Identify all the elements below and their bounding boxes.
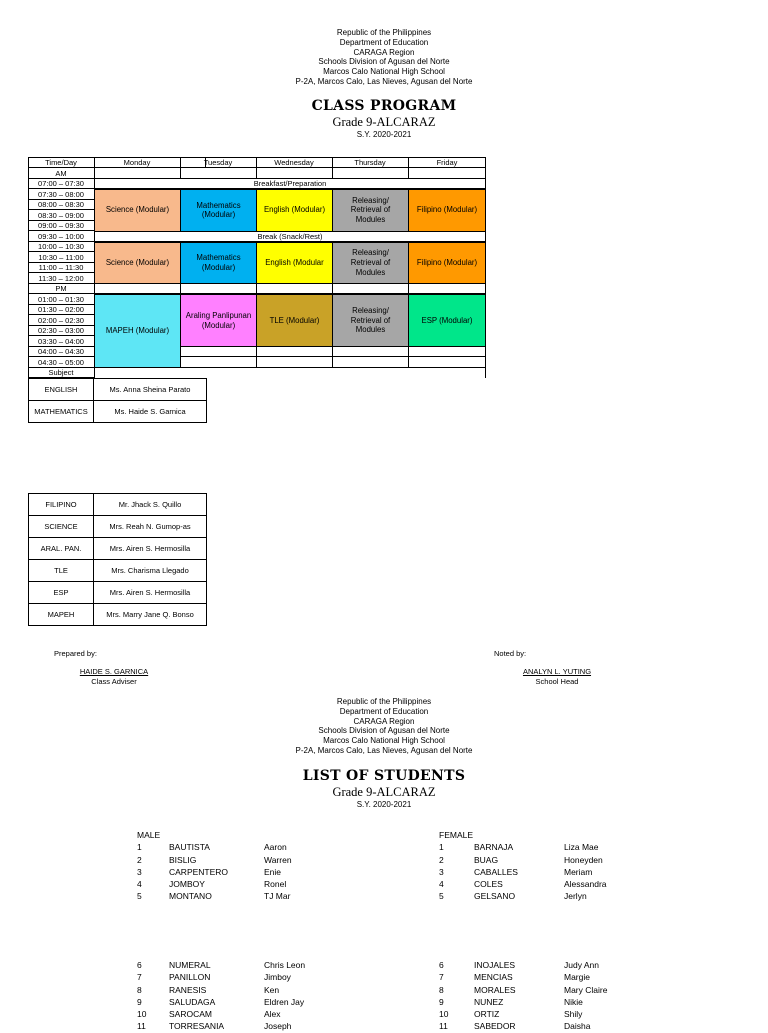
student-surname: SAROCAM: [169, 1009, 212, 1020]
time-label: 07:30 – 08:00: [38, 189, 84, 199]
noted-by-block: [505, 667, 609, 687]
list-item: [439, 854, 689, 866]
time-label: 01:00 – 01:30: [38, 294, 84, 304]
school-header: [0, 697, 768, 756]
table-row: [29, 401, 207, 423]
science-block: Science (Modular): [94, 189, 181, 232]
student-surname: RANESIS: [169, 984, 207, 995]
student-surname: BUAG: [474, 854, 499, 865]
time-label: PM: [55, 284, 67, 293]
english-block: English (Modular: [256, 242, 333, 285]
student-surname: SABEDOR: [474, 1021, 516, 1032]
teacher-cell: Mrs. Charisma Llegado: [94, 560, 207, 582]
time-label: 10:30 – 11:00: [38, 252, 84, 262]
list-item: [439, 866, 689, 878]
female-list: [439, 959, 689, 1033]
time-label: 08:00 – 08:30: [38, 200, 84, 209]
breakfast-band: Breakfast/Preparation: [253, 179, 327, 188]
student-firstname: Alessandra: [564, 879, 607, 890]
student-surname: MENCIAS: [474, 972, 513, 983]
subject-cell: FILIPINO: [29, 494, 94, 516]
filipino-block: Filipino (Modular): [408, 242, 486, 285]
student-firstname: Ronel: [264, 879, 287, 890]
col-header: Wednesday: [274, 158, 314, 167]
subject-cell: MATHEMATICS: [29, 401, 94, 423]
student-number: 2: [439, 854, 444, 865]
student-firstname: Honeyden: [564, 854, 603, 865]
program-title: CLASS PROGRAM: [311, 98, 457, 114]
student-surname: MORALES: [474, 984, 516, 995]
science-block: Science (Modular): [94, 242, 181, 285]
list-item: [137, 866, 397, 878]
student-firstname: Mary Claire: [564, 984, 608, 995]
prepared-by-block: [64, 667, 164, 687]
student-number: 7: [439, 972, 444, 983]
list-item: [137, 971, 397, 983]
list-item: [439, 959, 689, 971]
noted-name: ANALYN L. YUTING: [522, 667, 592, 676]
student-number: 9: [137, 996, 142, 1007]
school-header: [0, 28, 768, 87]
student-surname: CARPENTERO: [169, 866, 229, 877]
time-label: 04:00 – 04:30: [38, 347, 84, 356]
time-label: 09:30 – 10:00: [38, 231, 84, 241]
subject-cell: ARAL. PAN.: [29, 538, 94, 560]
list-item: [137, 984, 397, 996]
list-item: [439, 841, 689, 853]
student-number: 1: [439, 842, 444, 853]
header-line: P-2A, Marcos Calo, Las Nieves, Agusan del Norte: [295, 76, 473, 86]
student-number: 4: [137, 879, 142, 890]
student-firstname: Joseph: [264, 1021, 292, 1032]
student-firstname: Ken: [264, 984, 280, 995]
list-item: [439, 890, 689, 902]
program-grade: Grade 9-ALCARAZ: [332, 115, 436, 129]
subject-cell: ENGLISH: [29, 379, 94, 401]
student-number: 1: [137, 842, 142, 853]
subject-cell: ESP: [29, 582, 94, 604]
list-item: [137, 1008, 397, 1020]
list-item: [137, 959, 397, 971]
releasing-block: Releasing/ Retrieval of Modules: [332, 294, 409, 347]
col-header: Friday: [436, 158, 458, 167]
teacher-cell: Ms. Haide S. Garnica: [94, 401, 207, 423]
time-label: 11:00 – 11:30: [38, 263, 84, 272]
student-surname: BARNAJA: [474, 842, 514, 853]
students-title: LIST OF STUDENTS: [302, 768, 466, 784]
esp-block: ESP (Modular): [408, 294, 486, 347]
list-item: [137, 1020, 397, 1032]
tle-block: TLE (Modular): [256, 294, 333, 347]
student-firstname: Jimboy: [264, 972, 291, 983]
student-number: 3: [137, 866, 142, 877]
table-row: [29, 538, 207, 560]
mapeh-block: MAPEH (Modular): [94, 294, 181, 368]
time-label: AM: [55, 168, 67, 178]
col-header: Thursday: [354, 158, 386, 167]
student-number: 8: [439, 984, 444, 995]
list-item: [137, 996, 397, 1008]
list-item: [137, 878, 397, 890]
student-number: 4: [439, 879, 444, 890]
student-surname: INOJALES: [474, 960, 516, 970]
student-number: 10: [137, 1009, 147, 1020]
students-sy: S.Y. 2020-2021: [356, 800, 412, 809]
table-row: [29, 604, 207, 626]
header-line: Schools Division of Agusan del Norte: [318, 57, 450, 67]
table-row: [29, 560, 207, 582]
ap-block: Araling Panlipunan (Modular): [180, 294, 257, 347]
teacher-cell: Mrs. Airen S. Hermosilla: [94, 538, 207, 560]
header-line: Republic of the Philippines: [336, 697, 432, 706]
header-line: P-2A, Marcos Calo, Las Nieves, Agusan del Norte: [295, 745, 473, 755]
female-list: [439, 829, 689, 903]
student-number: 11: [439, 1021, 448, 1032]
student-firstname: Enie: [264, 866, 282, 877]
student-firstname: Liza Mae: [564, 842, 599, 853]
student-number: 9: [439, 996, 444, 1007]
student-firstname: Judy Ann: [564, 960, 599, 970]
student-firstname: Margie: [564, 972, 590, 983]
student-number: 10: [439, 1009, 449, 1020]
subject-cell: TLE: [29, 560, 94, 582]
col-header: Time/Day: [45, 158, 77, 167]
table-row: [29, 379, 207, 401]
col-header: Tuesday: [203, 158, 233, 167]
student-firstname: Aaron: [264, 842, 287, 853]
header-line: Department of Education: [339, 706, 429, 716]
filipino-block: Filipino (Modular): [408, 189, 486, 232]
student-firstname: TJ Mar: [264, 891, 291, 902]
releasing-block: Releasing/ Retrieval of Modules: [332, 189, 409, 232]
male-header: [137, 829, 397, 841]
time-label: 02:00 – 02:30: [38, 315, 84, 325]
student-surname: CABALLES: [474, 866, 518, 877]
male-label: MALE: [137, 830, 161, 840]
time-label: 01:30 – 02:00: [38, 305, 84, 314]
table-row: [29, 516, 207, 538]
list-item: [439, 1020, 689, 1032]
program-sy: S.Y. 2020-2021: [356, 130, 412, 139]
student-number: 11: [137, 1021, 146, 1032]
student-firstname: Nikie: [564, 996, 583, 1007]
male-list: [137, 959, 397, 1033]
student-number: 8: [137, 984, 142, 995]
list-item: [137, 841, 397, 853]
student-surname: MONTANO: [169, 891, 212, 902]
student-number: 5: [137, 891, 142, 902]
student-surname: JOMBOY: [169, 879, 205, 890]
header-line: CARAGA Region: [353, 716, 415, 726]
math-block: Mathematics (Modular): [180, 242, 257, 285]
noted-role: School Head: [535, 677, 579, 686]
list-item: [439, 984, 689, 996]
female-header: [439, 829, 689, 841]
list-item: [439, 878, 689, 890]
student-number: 6: [137, 960, 142, 970]
releasing-block: Releasing/ Retrieval of Modules: [332, 242, 409, 285]
female-label: FEMALE: [439, 830, 474, 840]
subject-cell: SCIENCE: [29, 516, 94, 538]
time-label: 08:30 – 09:00: [38, 210, 84, 220]
student-surname: COLES: [474, 879, 503, 890]
time-label: 09:00 – 09:30: [38, 221, 84, 230]
student-firstname: Warren: [264, 854, 292, 865]
header-line: Marcos Calo National High School: [323, 67, 445, 77]
student-firstname: Meriam: [564, 866, 593, 877]
student-number: 7: [137, 972, 142, 983]
prepared-name: HAIDE S. GARNICA: [79, 667, 149, 676]
break-band: Break (Snack/Rest): [257, 231, 323, 241]
student-surname: BAUTISTA: [169, 842, 210, 853]
header-line: CARAGA Region: [353, 47, 415, 57]
list-item: [439, 1008, 689, 1020]
col-header: Monday: [123, 158, 151, 167]
student-surname: BISLIG: [169, 854, 197, 865]
list-item: [137, 854, 397, 866]
teacher-table: [28, 378, 207, 423]
student-number: 6: [439, 960, 444, 970]
student-surname: NUMERAL: [169, 960, 211, 970]
student-surname: GELSANO: [474, 891, 516, 902]
student-firstname: Daisha: [564, 1021, 591, 1032]
student-number: 2: [137, 854, 142, 865]
student-number: 3: [439, 866, 444, 877]
header-line: Republic of the Philippines: [336, 28, 432, 37]
time-label: 07:00 – 07:30: [38, 179, 84, 188]
time-label: 04:30 – 05:00: [38, 357, 84, 367]
student-firstname: Jerlyn: [564, 891, 587, 902]
student-firstname: Chris Leon: [264, 960, 306, 970]
student-surname: PANILLON: [169, 972, 211, 983]
subject-cell: MAPEH: [29, 604, 94, 626]
list-item: [137, 890, 397, 902]
english-block: English (Modular): [256, 189, 333, 232]
math-block: Mathematics (Modular): [180, 189, 257, 232]
class-program-grid: [28, 157, 486, 378]
header-line: Department of Education: [339, 37, 429, 47]
prepared-by-label: Prepared by:: [54, 649, 97, 658]
student-firstname: Alex: [264, 1009, 281, 1020]
students-grade: Grade 9-ALCARAZ: [332, 785, 436, 799]
teacher-table: [28, 493, 207, 626]
table-row: [29, 494, 207, 516]
time-label: 11:30 – 12:00: [38, 273, 84, 283]
student-surname: ORTIZ: [474, 1009, 500, 1020]
noted-by-label: Noted by:: [494, 649, 527, 658]
male-list: [137, 829, 397, 903]
time-label: 10:00 – 10:30: [38, 242, 84, 251]
teacher-cell: Mrs. Airen S. Hermosilla: [94, 582, 207, 604]
student-number: 5: [439, 891, 444, 902]
student-surname: NUNEZ: [474, 996, 504, 1007]
table-row: [29, 582, 207, 604]
time-label: 03:30 – 04:00: [38, 336, 84, 346]
header-line: Schools Division of Agusan del Norte: [318, 726, 450, 736]
student-surname: TORRESANIA: [169, 1021, 225, 1032]
teacher-cell: Mrs. Marry Jane Q. Bonso: [94, 604, 207, 626]
prepared-role: Class Adviser: [91, 677, 137, 686]
list-item: [439, 996, 689, 1008]
teacher-cell: Mrs. Reah N. Gumop-as: [94, 516, 207, 538]
time-label: Subject: [48, 368, 74, 377]
time-label: 02:30 – 03:00: [38, 326, 84, 335]
list-item: [439, 971, 689, 983]
header-line: Marcos Calo National High School: [323, 736, 445, 746]
teacher-cell: Mr. Jhack S. Quillo: [94, 494, 207, 516]
student-firstname: Eldren Jay: [264, 996, 305, 1007]
student-firstname: Shily: [564, 1009, 583, 1020]
teacher-cell: Ms. Anna Sheina Parato: [94, 379, 207, 401]
student-surname: SALUDAGA: [169, 996, 216, 1007]
